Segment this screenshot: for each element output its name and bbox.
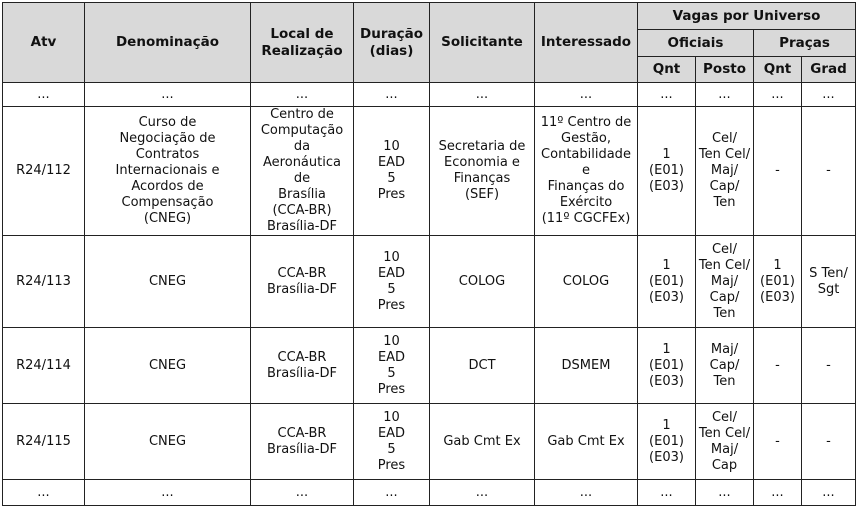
header-denominacao: Denominação	[85, 3, 251, 83]
atv-cell: R24/113	[3, 236, 85, 328]
ellipsis-cell: ...	[696, 480, 754, 506]
denominacao-cell: CNEG	[85, 328, 251, 404]
pracas-grad-cell: -	[802, 404, 856, 480]
ellipsis-cell: ...	[754, 480, 802, 506]
ellipsis-cell: ...	[85, 83, 251, 107]
table-row	[3, 404, 856, 480]
ellipsis-cell: ...	[754, 83, 802, 107]
ellipsis-cell: ...	[85, 480, 251, 506]
oficiais-posto-cell: Maj/ Cap/ Ten	[696, 328, 754, 404]
interessado-cell: Gab Cmt Ex	[535, 404, 638, 480]
oficiais-qnt-cell: 1 (E01) (E03)	[638, 107, 696, 236]
denominacao-cell: Curso de Negociação de Contratos Internacionais e Acordos de Compensação (CNEG)	[85, 107, 251, 236]
local-cell: CCA-BR Brasília-DF	[251, 236, 354, 328]
header-atv: Atv	[3, 3, 85, 83]
ellipsis-row	[3, 83, 856, 107]
pracas-qnt-cell: -	[754, 328, 802, 404]
ellipsis-cell: ...	[251, 480, 354, 506]
pracas-qnt-cell: 1 (E01) (E03)	[754, 236, 802, 328]
ellipsis-cell: ...	[535, 480, 638, 506]
local-cell: CCA-BR Brasília-DF	[251, 404, 354, 480]
ellipsis-cell: ...	[3, 480, 85, 506]
header-pracas-qnt: Qnt	[754, 57, 802, 83]
duracao-cell: 10 EAD 5 Pres	[354, 107, 430, 236]
pracas-grad-cell: S Ten/ Sgt	[802, 236, 856, 328]
header-oficiais: Oficiais	[638, 30, 754, 57]
oficiais-posto-cell: Cel/ Ten Cel/ Maj/ Cap/ Ten	[696, 236, 754, 328]
header-oficiais-qnt: Qnt	[638, 57, 696, 83]
ellipsis-cell: ...	[354, 480, 430, 506]
pracas-grad-cell: -	[802, 107, 856, 236]
ellipsis-cell: ...	[535, 83, 638, 107]
table-row	[3, 236, 856, 328]
denominacao-cell: CNEG	[85, 236, 251, 328]
oficiais-posto-cell: Cel/ Ten Cel/ Maj/ Cap	[696, 404, 754, 480]
local-cell: CCA-BR Brasília-DF	[251, 328, 354, 404]
ellipsis-cell: ...	[3, 83, 85, 107]
duracao-cell: 10 EAD 5 Pres	[354, 404, 430, 480]
ellipsis-cell: ...	[354, 83, 430, 107]
table-row	[3, 107, 856, 236]
header-row-1	[3, 3, 856, 30]
header-interessado: Interessado	[535, 3, 638, 83]
ellipsis-cell: ...	[638, 83, 696, 107]
pracas-qnt-cell: -	[754, 404, 802, 480]
interessado-cell: COLOG	[535, 236, 638, 328]
oficiais-qnt-cell: 1 (E01) (E03)	[638, 404, 696, 480]
duracao-cell: 10 EAD 5 Pres	[354, 236, 430, 328]
local-cell: Centro de Computação da Aeronáutica de Brasília (CCA-BR) Brasília-DF	[251, 107, 354, 236]
interessado-cell: 11º Centro de Gestão, Contabilidade e Finanças do Exército (11º CGCFEx)	[535, 107, 638, 236]
solicitante-cell: COLOG	[430, 236, 535, 328]
header-pracas: Praças	[754, 30, 856, 57]
oficiais-qnt-cell: 1 (E01) (E03)	[638, 236, 696, 328]
ellipsis-row	[3, 480, 856, 506]
atv-cell: R24/112	[3, 107, 85, 236]
interessado-cell: DSMEM	[535, 328, 638, 404]
ellipsis-cell: ...	[430, 83, 535, 107]
denominacao-cell: CNEG	[85, 404, 251, 480]
atv-cell: R24/115	[3, 404, 85, 480]
solicitante-cell: DCT	[430, 328, 535, 404]
ellipsis-cell: ...	[802, 480, 856, 506]
header-solicitante: Solicitante	[430, 3, 535, 83]
header-vagas: Vagas por Universo	[638, 3, 856, 30]
solicitante-cell: Gab Cmt Ex	[430, 404, 535, 480]
ellipsis-cell: ...	[251, 83, 354, 107]
pracas-qnt-cell: -	[754, 107, 802, 236]
header-oficiais-posto: Posto	[696, 57, 754, 83]
ellipsis-cell: ...	[696, 83, 754, 107]
oficiais-posto-cell: Cel/ Ten Cel/ Maj/ Cap/ Ten	[696, 107, 754, 236]
header-local: Local de Realização	[251, 3, 354, 83]
ellipsis-cell: ...	[802, 83, 856, 107]
atv-cell: R24/114	[3, 328, 85, 404]
table-row	[3, 328, 856, 404]
pracas-grad-cell: -	[802, 328, 856, 404]
solicitante-cell: Secretaria de Economia e Finanças (SEF)	[430, 107, 535, 236]
header-pracas-grad: Grad	[802, 57, 856, 83]
ellipsis-cell: ...	[638, 480, 696, 506]
vagas-table	[2, 2, 856, 506]
oficiais-qnt-cell: 1 (E01) (E03)	[638, 328, 696, 404]
duracao-cell: 10 EAD 5 Pres	[354, 328, 430, 404]
header-duracao: Duração (dias)	[354, 3, 430, 83]
ellipsis-cell: ...	[430, 480, 535, 506]
